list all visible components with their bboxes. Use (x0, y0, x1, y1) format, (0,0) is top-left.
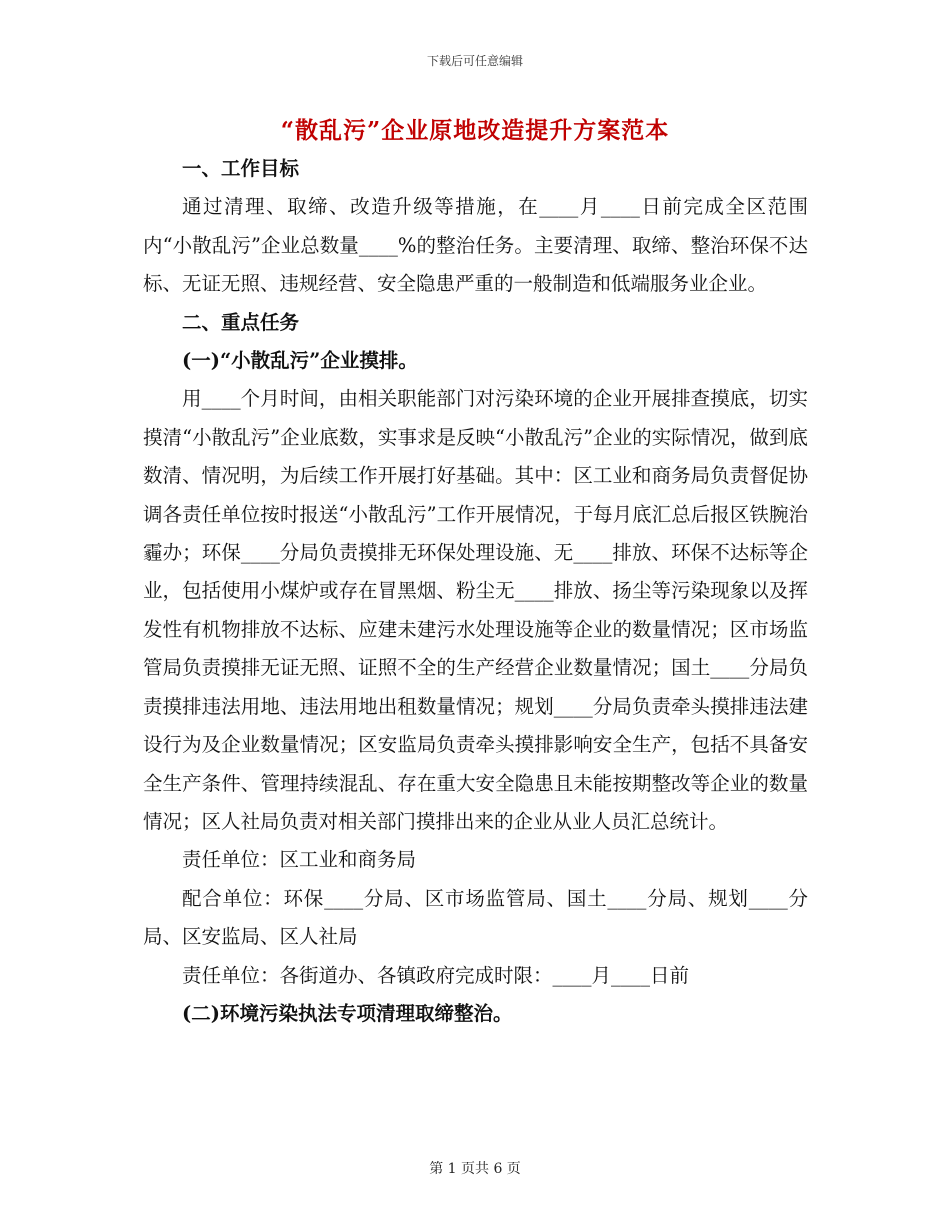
subsection-1-heading: (一)“小散乱污”企业摸排。 (182, 349, 418, 373)
subsection-2-heading: (二)环境污染执法专项清理取缔整治。 (182, 1001, 513, 1025)
page-header-note: 下载后可任意编辑 (426, 54, 523, 68)
section-2-heading: 二、重点任务 (182, 310, 300, 334)
responsible-unit-line: 责任单位：区工业和商务局 (182, 848, 417, 872)
cooperating-unit-line: 配合单位：环保____分局、区市场监管局、国土____分局、规划____分局、区安监局、区人社局 (143, 886, 808, 949)
subsection-1-paragraph: 用____个月时间，由相关职能部门对污染环境的企业开展排查摸底，切实摸清“小散乱污”企业底数，实事求是反映“小散乱污”企业的实际情况，做到底数清、情况明，为后续工作开展打好基础。其中：区工业和商务局负责督促协调各责任单位按时报送“小散乱污”工作开展情况，于每月底汇总后报区铁腕治霾办；环保____分局负责摸排无环保处理设施、无____排放、环保不达标等企业，包括使用小煤炉或存在冒黑烟、粉尘无____排放、扬尘等污染现象以及挥发性有机物排放不达标、应建未建污水处理设施等企业的数量情况；区市场监管局负责摸排无证无照、证照不全的生产经营企业数量情况；国土____分局负责摸排违法用地、违法用地出租数量情况；规划____分局负责牵头摸排违法建设行为及企业数量情况；区安监局负责牵头摸排影响安全生产，包括不具备安全生产条件、管理持续混乱、存在重大安全隐患且未能按期整改等企业的数量情况；区人社局负责对相关部门摸排出来的企业从业人员汇总统计。 (143, 387, 808, 833)
document-title: “散乱污”企业原地改造提升方案范本 (280, 117, 670, 144)
section-1-heading: 一、工作目标 (182, 157, 300, 180)
document-body (143, 150, 808, 1033)
responsible-unit-deadline-line: 责任单位：各街道办、各镇政府完成时限：____月____日前 (182, 963, 690, 987)
page-number: 第 1 页共 6 页 (429, 1161, 521, 1177)
section-1-paragraph: 通过清理、取缔、改造升级等措施，在____月____日前完成全区范围内“小散乱污”企业总数量____%的整治任务。主要清理、取缔、整治环保不达标、无证无照、违规经营、安全隐患严重的一般制造和低端服务业企业。 (143, 195, 808, 296)
